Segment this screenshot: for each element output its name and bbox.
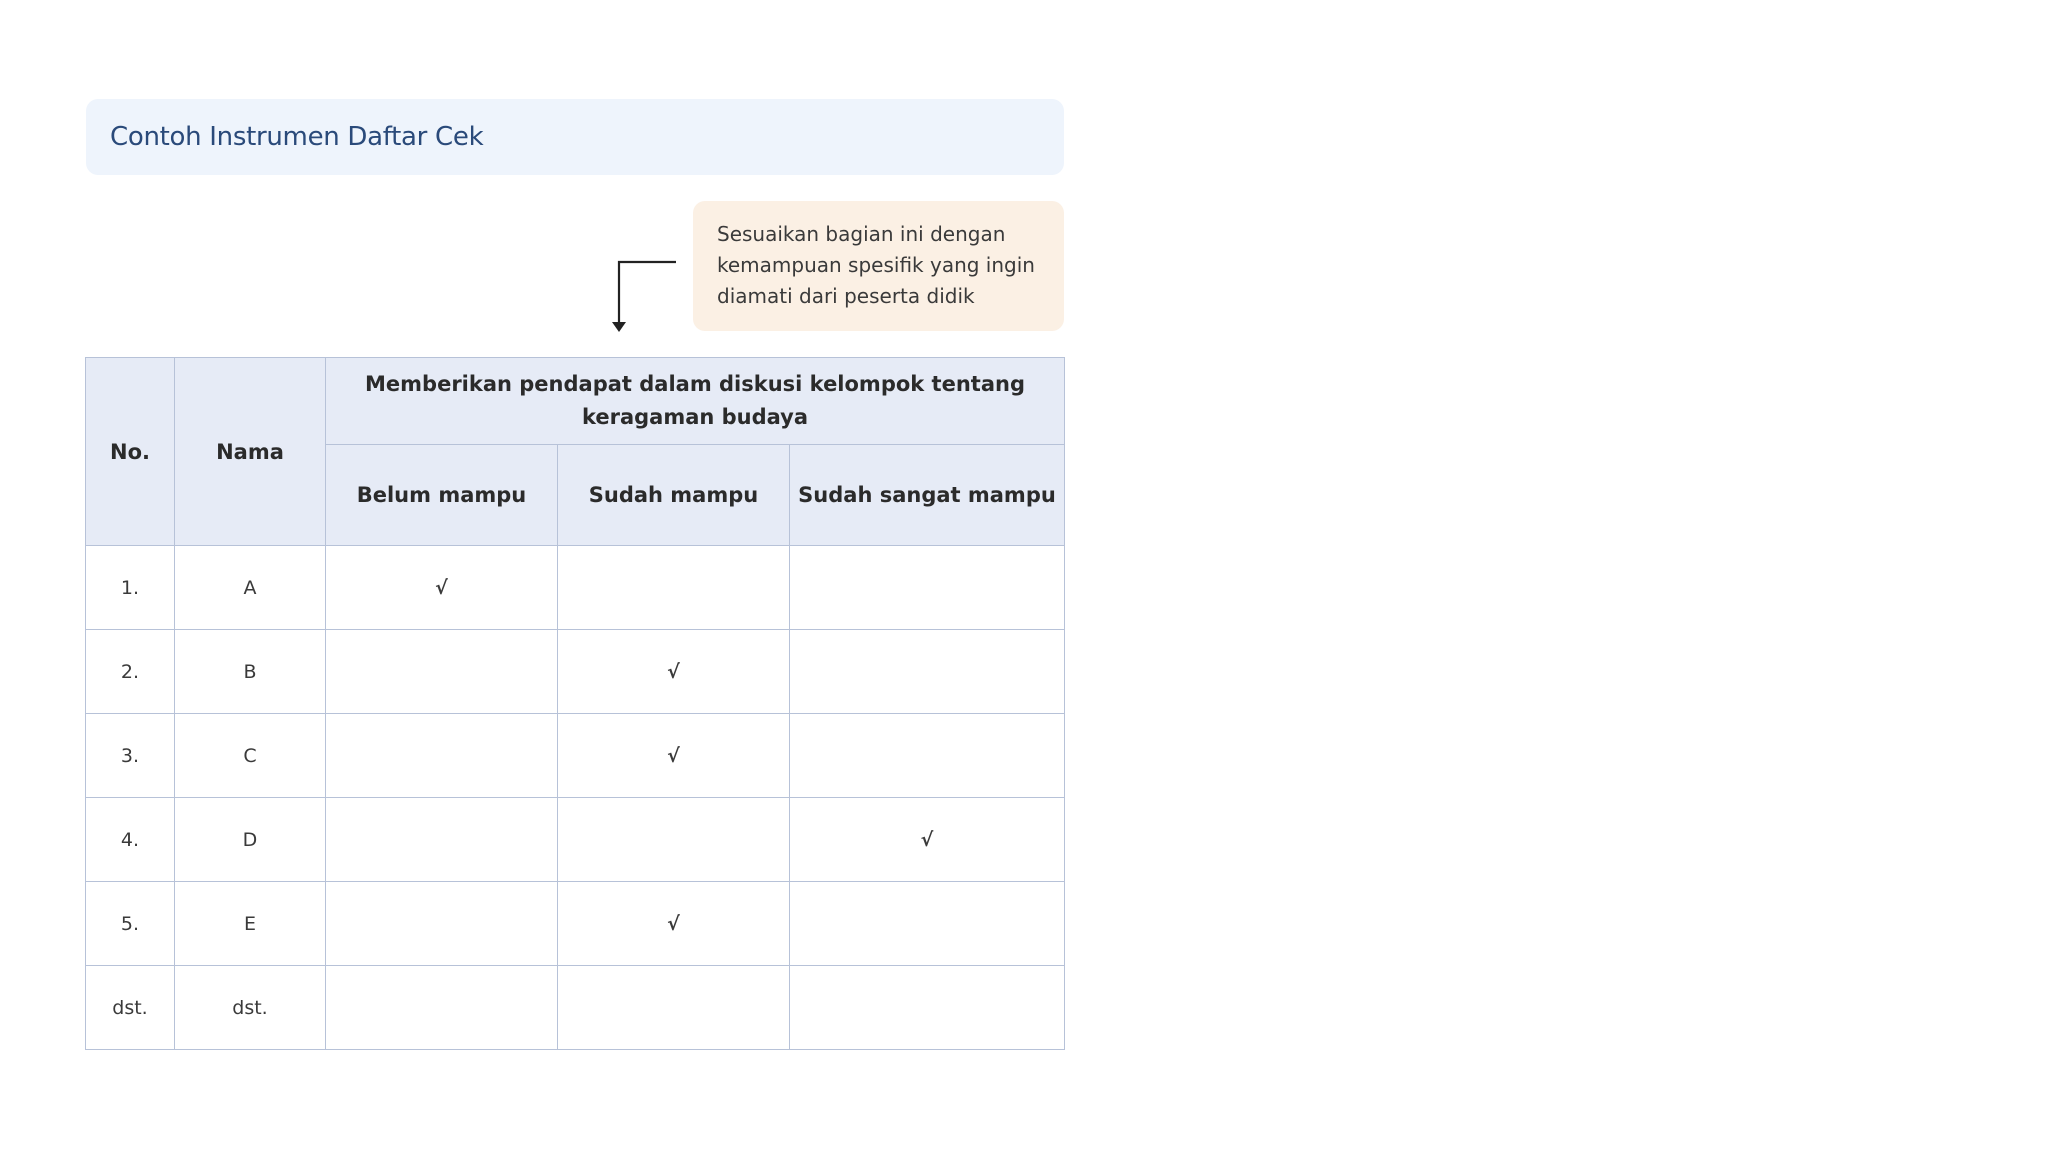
header-sudah-sangat-mampu: Sudah sangat mampu: [790, 445, 1065, 546]
row-number: dst.: [86, 966, 175, 1050]
checklist-table: [85, 357, 1065, 1050]
table-row: [86, 546, 1065, 630]
title-banner: [86, 99, 1064, 175]
table-row: [86, 630, 1065, 714]
page-title: Contoh Instrumen Daftar Cek: [110, 122, 484, 152]
check-mark-cell: [326, 966, 558, 1050]
check-mark-cell: [790, 714, 1065, 798]
instruction-note-text: Sesuaikan bagian ini dengan kemampuan spesifik yang ingin diamati dari peserta didik: [717, 222, 1035, 308]
row-name: A: [175, 546, 326, 630]
row-name: D: [175, 798, 326, 882]
check-mark-cell: [790, 882, 1065, 966]
row-name: C: [175, 714, 326, 798]
table-row: [86, 882, 1065, 966]
check-mark-cell: [790, 546, 1065, 630]
row-number: 2.: [86, 630, 175, 714]
check-mark-cell: √: [326, 546, 558, 630]
arrow-down-icon: [606, 258, 676, 332]
check-mark-cell: [558, 798, 790, 882]
row-number: 4.: [86, 798, 175, 882]
check-mark-cell: √: [558, 714, 790, 798]
row-name: dst.: [175, 966, 326, 1050]
row-name: B: [175, 630, 326, 714]
row-name: E: [175, 882, 326, 966]
check-mark-cell: [558, 546, 790, 630]
header-no: No.: [86, 358, 175, 546]
header-row: [86, 358, 1065, 445]
check-mark-cell: [326, 630, 558, 714]
header-nama: Nama: [175, 358, 326, 546]
table-row: [86, 966, 1065, 1050]
instruction-note: [693, 201, 1064, 331]
header-skill-group: Memberikan pendapat dalam diskusi kelompok tentang keragaman budaya: [326, 358, 1065, 445]
table-row: [86, 714, 1065, 798]
check-mark-cell: √: [558, 882, 790, 966]
table-row: [86, 798, 1065, 882]
check-mark-cell: [790, 630, 1065, 714]
check-mark-cell: [558, 966, 790, 1050]
header-belum-mampu: Belum mampu: [326, 445, 558, 546]
check-mark-cell: [326, 882, 558, 966]
header-sudah-mampu: Sudah mampu: [558, 445, 790, 546]
check-mark-cell: [790, 966, 1065, 1050]
row-number: 3.: [86, 714, 175, 798]
row-number: 1.: [86, 546, 175, 630]
check-mark-cell: [326, 714, 558, 798]
row-number: 5.: [86, 882, 175, 966]
check-mark-cell: [326, 798, 558, 882]
check-mark-cell: √: [790, 798, 1065, 882]
check-mark-cell: √: [558, 630, 790, 714]
